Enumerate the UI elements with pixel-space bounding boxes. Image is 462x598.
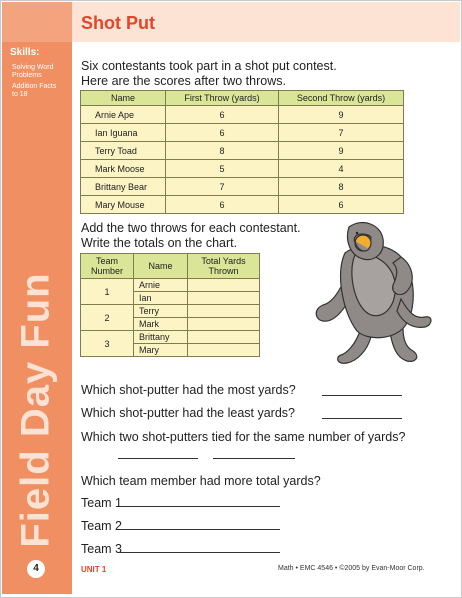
table-row	[81, 106, 404, 124]
table-row	[81, 279, 260, 292]
question-least-yards: Which shot-putter had the least yards?	[81, 406, 296, 420]
team-number-cell: 2	[81, 305, 134, 331]
table-row	[81, 124, 404, 142]
table-cell: 6	[279, 196, 404, 214]
member-name-cell: Ian	[134, 292, 188, 305]
table-cell: 4	[279, 160, 404, 178]
team-totals-table	[80, 253, 260, 357]
intro-line: Six contestants took part in a shot put contest.	[81, 59, 337, 73]
table-cell: 6	[166, 106, 279, 124]
team-number-cell: 3	[81, 331, 134, 357]
answer-blank-least-yards[interactable]	[322, 418, 402, 419]
table-cell: 6	[166, 196, 279, 214]
table-row	[81, 331, 260, 344]
answer-blank-team-1[interactable]	[120, 506, 280, 507]
member-name-cell: Mark	[134, 318, 188, 331]
table-cell: 8	[279, 178, 404, 196]
member-name-cell: Brittany	[134, 331, 188, 344]
instruction-line: Add the two throws for each contestant.	[81, 221, 301, 235]
table-cell: 9	[279, 142, 404, 160]
skills-heading: Skills:	[10, 47, 40, 58]
total-yards-input-cell[interactable]	[188, 318, 260, 331]
instruction-line: Write the totals on the chart.	[81, 236, 238, 250]
table-header-row	[81, 91, 404, 106]
total-yards-input-cell[interactable]	[188, 279, 260, 292]
member-name-cell: Mary	[134, 344, 188, 357]
column-header: Team Number	[81, 254, 134, 279]
column-header: Total Yards Thrown	[188, 254, 260, 279]
answer-blank-team-3[interactable]	[120, 552, 280, 553]
skill-line: Solving Word	[12, 64, 54, 71]
member-name-cell: Arnie	[134, 279, 188, 292]
sidebar-top-band	[2, 2, 72, 42]
table-cell: 7	[279, 124, 404, 142]
answer-blank-most-yards[interactable]	[322, 395, 402, 396]
column-header: Second Throw (yards)	[279, 91, 404, 106]
table-row	[81, 142, 404, 160]
unit-label: UNIT 1	[81, 565, 107, 574]
table-row	[81, 196, 404, 214]
table-row	[81, 305, 260, 318]
table-header-row	[81, 254, 260, 279]
page-number: 4	[27, 560, 45, 578]
total-yards-input-cell[interactable]	[188, 331, 260, 344]
total-yards-input-cell[interactable]	[188, 305, 260, 318]
skill-line: Problems	[12, 72, 42, 79]
team-answer-label: Team 1	[81, 496, 122, 510]
total-yards-input-cell[interactable]	[188, 344, 260, 357]
column-header: First Throw (yards)	[166, 91, 279, 106]
question-team-member: Which team member had more total yards?	[81, 474, 321, 488]
table-cell: Arnie Ape	[81, 106, 166, 124]
team-number-cell: 1	[81, 279, 134, 305]
table-cell: 7	[166, 178, 279, 196]
table-row	[81, 160, 404, 178]
intro-line: Here are the scores after two throws.	[81, 74, 286, 88]
table-cell: 9	[279, 106, 404, 124]
table-cell: 8	[166, 142, 279, 160]
gorilla-illustration	[305, 213, 445, 373]
scores-table	[80, 90, 404, 214]
skill-line: to 18	[12, 91, 28, 98]
footer-credit: Math • EMC 4546 • ©2005 by Evan-Moor Corp.	[278, 565, 425, 572]
total-yards-input-cell[interactable]	[188, 292, 260, 305]
question-tied: Which two shot-putters tied for the same number of yards?	[81, 430, 406, 444]
vertical-section-title: Field Day Fun	[13, 272, 58, 548]
team-answer-label: Team 2	[81, 519, 122, 533]
table-cell: 5	[166, 160, 279, 178]
team-answer-label: Team 3	[81, 542, 122, 556]
table-cell: Brittany Bear	[81, 178, 166, 196]
page-title: Shot Put	[81, 13, 155, 33]
table-cell: Ian Iguana	[81, 124, 166, 142]
table-cell: Mary Mouse	[81, 196, 166, 214]
column-header: Name	[134, 254, 188, 279]
answer-blank-tied-1[interactable]	[118, 458, 198, 459]
skill-line: Addition Facts	[12, 83, 57, 90]
table-cell: Mark Moose	[81, 160, 166, 178]
answer-blank-team-2[interactable]	[120, 529, 280, 530]
member-name-cell: Terry	[134, 305, 188, 318]
column-header: Name	[81, 91, 166, 106]
table-cell: 6	[166, 124, 279, 142]
question-most-yards: Which shot-putter had the most yards?	[81, 383, 296, 397]
table-row	[81, 178, 404, 196]
table-cell: Terry Toad	[81, 142, 166, 160]
answer-blank-tied-2[interactable]	[213, 458, 295, 459]
